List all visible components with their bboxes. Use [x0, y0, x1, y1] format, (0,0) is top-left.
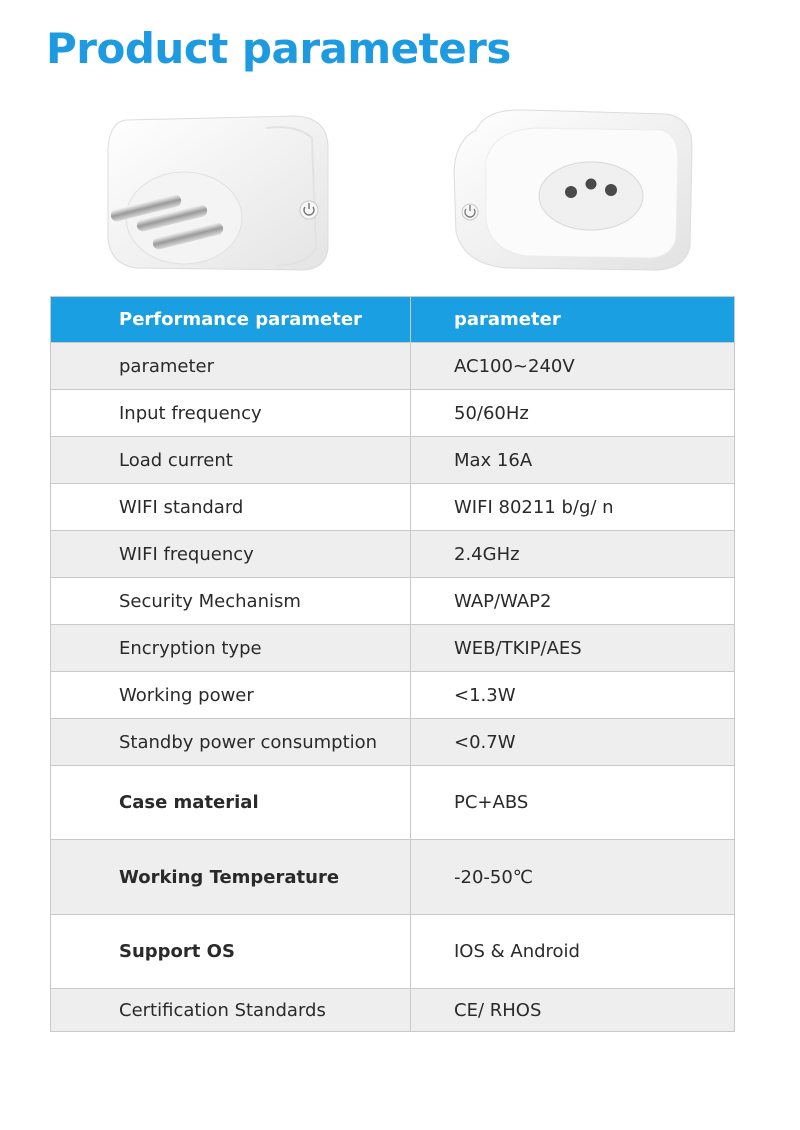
table-row: [51, 531, 735, 578]
header-performance-parameter: Performance parameter: [51, 297, 411, 343]
row-label: Certification Standards: [51, 989, 411, 1032]
row-value: WEB/TKIP/AES: [411, 625, 735, 672]
smart-plug-pins-image: [96, 108, 336, 278]
row-value: <1.3W: [411, 672, 735, 719]
row-label: Load current: [51, 437, 411, 484]
table-header-row: [51, 297, 735, 343]
row-label: Working Temperature: [51, 840, 411, 915]
row-value: WIFI 80211 b/g/ n: [411, 484, 735, 531]
row-value: CE/ RHOS: [411, 989, 735, 1032]
row-label: parameter: [51, 343, 411, 390]
row-value: AC100~240V: [411, 343, 735, 390]
row-value: Max 16A: [411, 437, 735, 484]
row-label: WIFI frequency: [51, 531, 411, 578]
row-label: Security Mechanism: [51, 578, 411, 625]
row-label: WIFI standard: [51, 484, 411, 531]
row-value: PC+ABS: [411, 766, 735, 840]
header-parameter: parameter: [411, 297, 735, 343]
row-value: 50/60Hz: [411, 390, 735, 437]
row-value: -20-50℃: [411, 840, 735, 915]
row-label: Input frequency: [51, 390, 411, 437]
parameters-table: [50, 296, 735, 1032]
table-row: [51, 437, 735, 484]
row-value: IOS & Android: [411, 915, 735, 989]
row-label: Encryption type: [51, 625, 411, 672]
table-row: [51, 840, 735, 915]
page-title: Product parameters: [46, 24, 511, 73]
table-row: [51, 390, 735, 437]
table-row: [51, 625, 735, 672]
table-row: [51, 915, 735, 989]
table-row: [51, 989, 735, 1032]
row-label: Case material: [51, 766, 411, 840]
table-row: [51, 484, 735, 531]
row-value: WAP/WAP2: [411, 578, 735, 625]
smart-plug-socket-image: [446, 100, 696, 275]
row-label: Standby power consumption: [51, 719, 411, 766]
table-row: [51, 719, 735, 766]
table-row: [51, 766, 735, 840]
row-value: 2.4GHz: [411, 531, 735, 578]
table-row: [51, 343, 735, 390]
table-row: [51, 578, 735, 625]
table-row: [51, 672, 735, 719]
row-label: Working power: [51, 672, 411, 719]
row-value: <0.7W: [411, 719, 735, 766]
row-label: Support OS: [51, 915, 411, 989]
